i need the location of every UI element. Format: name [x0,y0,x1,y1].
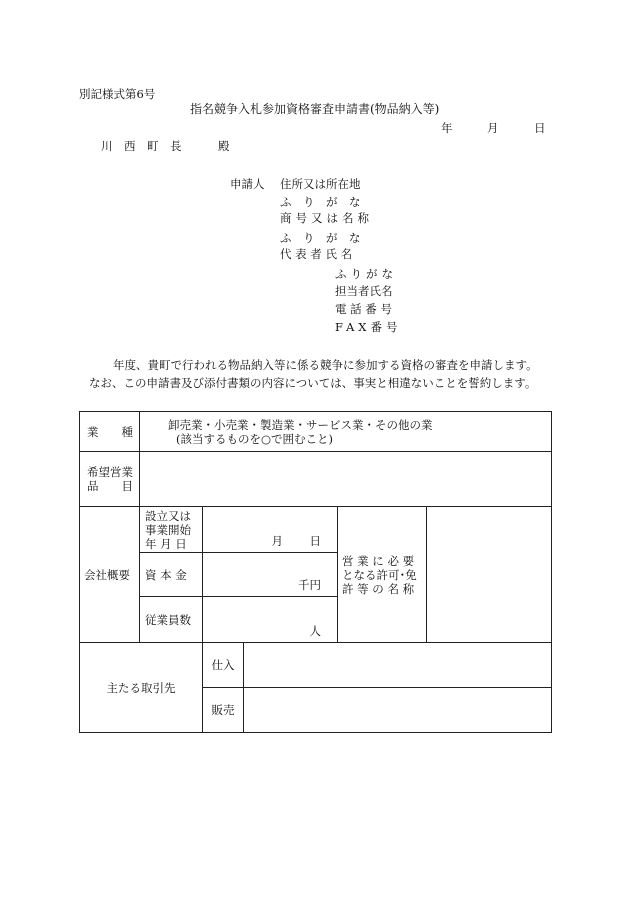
established-label-line1: 設立又は [145,508,191,523]
honorific: 殿 [218,139,230,153]
sales-label: 販売 [211,703,235,717]
main-clients-label-cell [80,643,203,733]
phone-label: 電 話 番 号 [335,302,392,316]
sales-value-cell[interactable] [244,688,552,733]
capital-value-cell[interactable] [203,553,338,597]
company-overview-label-cell [80,507,140,643]
license-label-cell [338,507,427,643]
established-label-line2: 事業開始 [145,522,191,537]
established-month: 月 [271,534,283,548]
established-label-cell [140,507,203,553]
fax-label: FAX番号 [335,320,402,334]
license-value-cell[interactable] [427,507,552,643]
company-overview-label: 会社概要 [84,567,130,582]
date-year: 年 [441,121,453,135]
capital-unit: 千円 [298,578,321,592]
furigana-label-1: ふ り が な [280,195,361,209]
sales-label-cell [203,688,244,733]
employees-label-cell [140,597,203,643]
application-table [79,411,552,733]
date-month: 月 [487,121,499,135]
document-title: 指名競争入札参加資格審査申請書(物品納入等) [190,102,440,116]
license-label-line3: 許 等 の 名 称 [342,581,415,596]
license-label-line1: 営 業 に 必 要 [342,553,415,568]
purchase-label: 仕入 [211,658,235,672]
industry-value-cell[interactable] [140,412,552,452]
declaration-line-2: なお、この申請書及び添付書類の内容については、事実と相違ないことを誓約します。 [89,376,537,390]
furigana-label-3: ふりがな [335,267,397,281]
person-in-charge-label: 担当者氏名 [335,284,393,298]
purchase-label-cell [203,643,244,688]
capital-label-cell [140,553,203,597]
employees-label: 従業員数 [145,612,191,627]
company-name-label: 商号又は名称 [280,211,373,225]
desired-items-label-line1: 希望営業 [87,465,133,479]
license-label-line2: となる許可･免 [342,567,417,582]
form-number: 別記様式第6号 [79,87,156,101]
declaration-line-1: 年度、貴町で行われる物品納入等に係る競争に参加する資格の審査を申請します。 [113,358,538,372]
established-value-cell[interactable] [203,507,338,553]
purchase-value-cell[interactable] [244,643,552,688]
address-label: 住所又は所在地 [280,177,361,191]
employees-unit: 人 [309,624,321,638]
applicant-label: 申請人 [230,177,265,191]
industry-label-cell [80,412,140,452]
capital-label: 資 本 金 [145,567,187,582]
representative-label: 代 表 者 氏 名 [280,247,353,261]
industry-label: 業 種 [87,424,133,439]
desired-items-label-line2: 品 目 [87,479,133,493]
main-clients-label: 主たる取引先 [106,680,176,695]
established-day: 日 [309,534,321,548]
date-day: 日 [534,121,546,135]
employees-value-cell[interactable] [203,597,338,643]
industry-options: 卸売業・小売業・製造業・サービス業・その他の業 [168,417,433,432]
desired-items-value-cell[interactable] [140,452,552,507]
furigana-label-2: ふ り が な [280,231,361,245]
desired-items-label-cell [80,452,140,507]
established-label-line3: 年 月 日 [145,536,187,551]
addressee: 川 西 町 長 [101,139,182,153]
industry-note: (該当するものを○で囲むこと) [176,431,334,446]
